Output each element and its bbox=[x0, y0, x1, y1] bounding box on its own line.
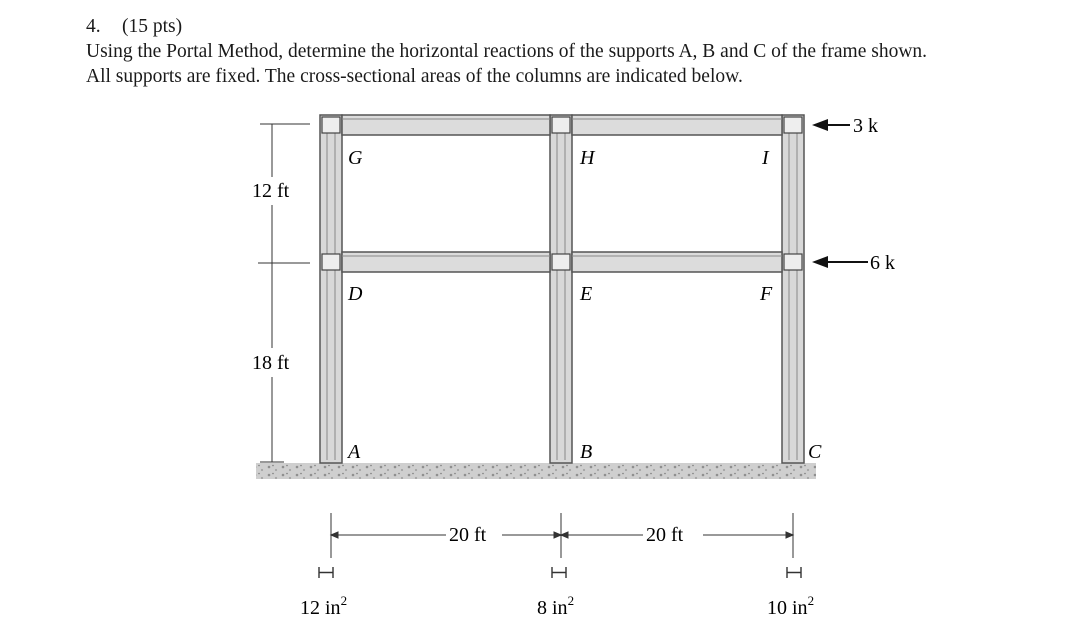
column-left bbox=[320, 115, 342, 463]
joint-label-E: E bbox=[580, 283, 593, 305]
load-floor: 6 k bbox=[870, 252, 895, 274]
joint-label-I: I bbox=[762, 147, 769, 169]
area-middle: 8 $in^2$ bbox=[537, 593, 575, 619]
i-beam-section-icon bbox=[319, 567, 333, 578]
dim-lower-story: 18 ft bbox=[252, 352, 290, 374]
dim-bay-right: 20 ft bbox=[646, 524, 684, 546]
area-right: 10 $in^2$ bbox=[767, 593, 815, 619]
joint-label-C: C bbox=[808, 441, 822, 463]
i-beam-section-icon bbox=[552, 567, 566, 578]
joint-label-G: G bbox=[348, 147, 363, 169]
joint-label-D: D bbox=[348, 283, 363, 305]
load-roof: 3 k bbox=[853, 115, 878, 137]
i-beam-section-icon bbox=[787, 567, 801, 578]
ground-hatching bbox=[256, 463, 816, 479]
arrow-left-icon bbox=[812, 119, 850, 131]
span-dimension-line bbox=[331, 513, 793, 558]
area-left: 12 $in^2$ bbox=[300, 593, 348, 619]
joint-label-F: F bbox=[760, 283, 773, 305]
problem-text-line-2: All supports are fixed. The cross-sectional areas of the columns are indicated below. bbox=[86, 66, 743, 87]
problem-number: 4. bbox=[86, 16, 101, 37]
column-right bbox=[782, 115, 804, 463]
arrow-left-icon bbox=[812, 256, 868, 268]
column-middle bbox=[550, 115, 572, 463]
height-dimension-line bbox=[258, 124, 310, 462]
joint-label-A: A bbox=[348, 441, 361, 463]
dim-bay-left: 20 ft bbox=[449, 524, 487, 546]
joint-label-H: H bbox=[580, 147, 595, 169]
dim-upper-story: 12 ft bbox=[252, 180, 290, 202]
joint-label-B: B bbox=[580, 441, 593, 463]
problem-text-line-1: Using the Portal Method, determine the horizontal reactions of the supports A, B and C of the frame shown. bbox=[86, 41, 928, 62]
problem-points: (15 pts) bbox=[122, 16, 183, 37]
